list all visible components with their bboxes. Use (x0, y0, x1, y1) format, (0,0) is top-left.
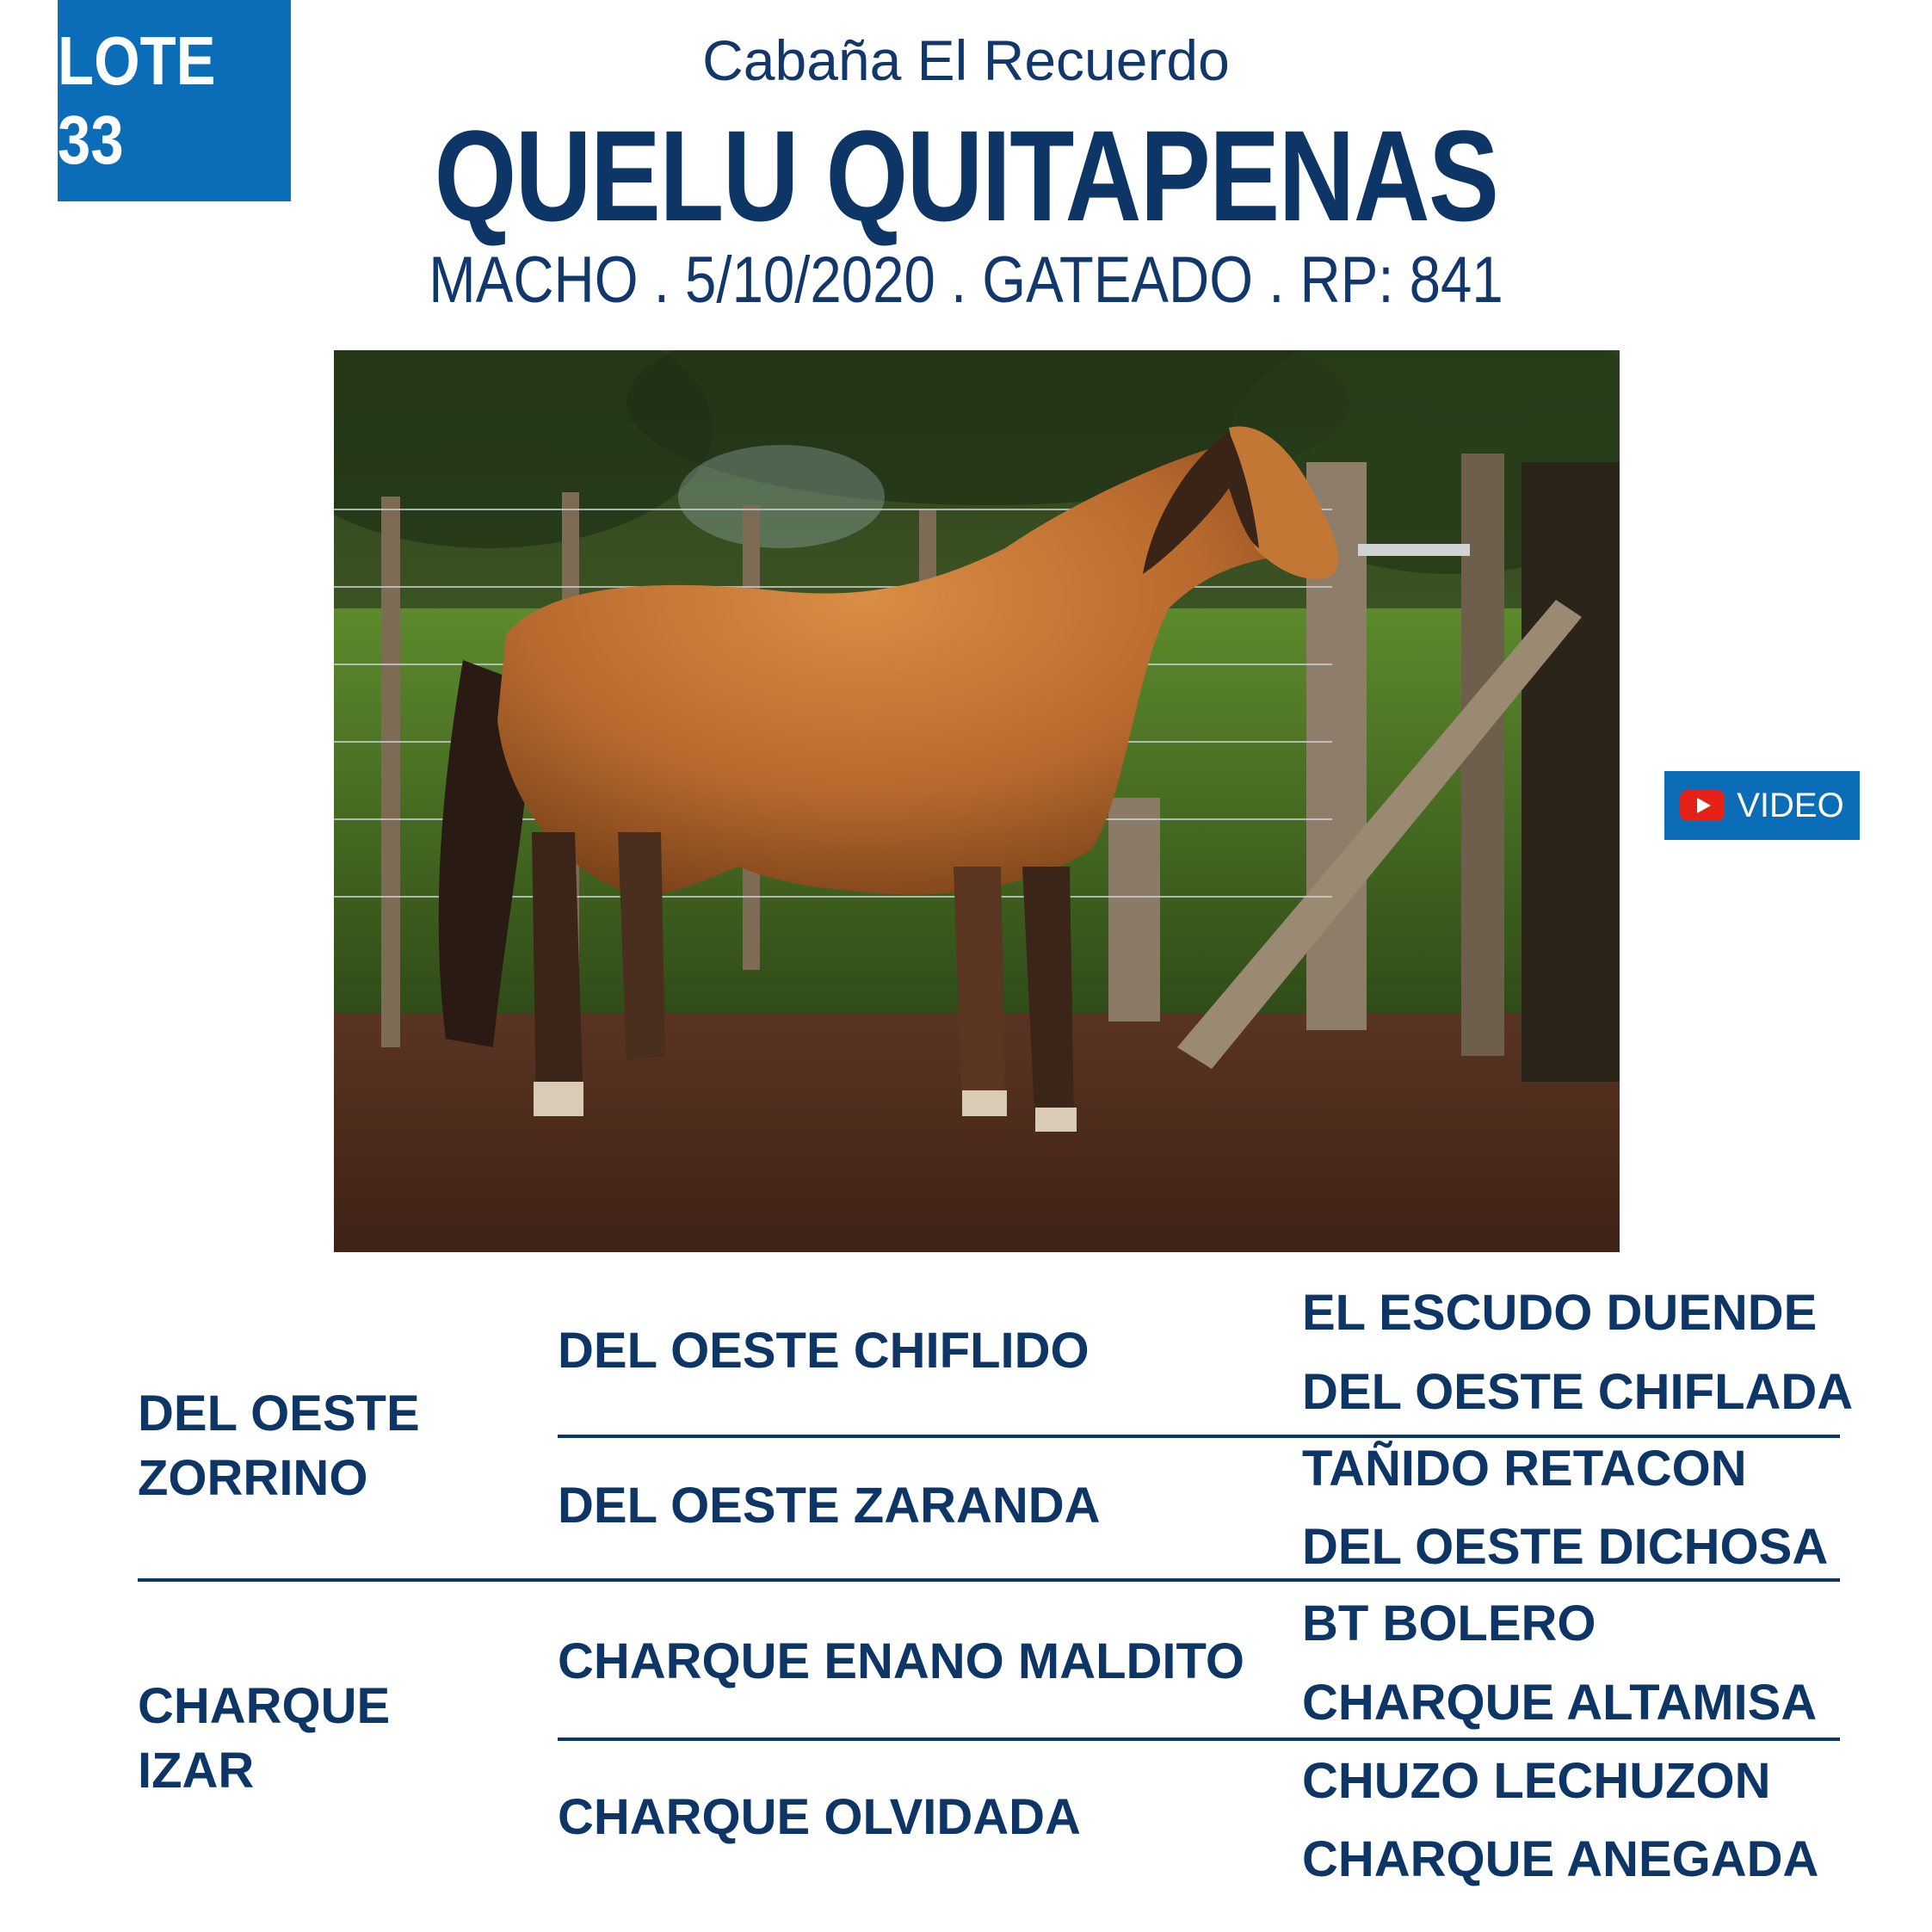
dam-sire: CHARQUE ENANO MALDITO (558, 1633, 1245, 1689)
divider (558, 1435, 1840, 1438)
dd-dam: CHARQUE ANEGADA (1302, 1831, 1819, 1887)
dam-dam: CHARQUE OLVIDADA (558, 1789, 1081, 1845)
ss-sire: EL ESCUDO DUENDE (1302, 1285, 1818, 1341)
sire-line2: ZORRINO (138, 1450, 368, 1506)
breeder-name: Cabaña El Recuerdo (702, 28, 1230, 92)
video-button[interactable] (1664, 771, 1860, 840)
dam-line2: IZAR (138, 1743, 255, 1799)
dd-sire: CHUZO LECHUZON (1302, 1753, 1771, 1809)
sire-dam: DEL OESTE ZARANDA (558, 1478, 1101, 1534)
divider (138, 1578, 1840, 1582)
sire-line1: DEL OESTE (138, 1386, 420, 1441)
youtube-play-icon (1680, 790, 1725, 821)
horse-photo (334, 350, 1620, 1252)
sd-sire: TAÑIDO RETACON (1302, 1441, 1747, 1497)
ds-sire: BT BOLERO (1302, 1596, 1596, 1651)
dam-line1: CHARQUE (138, 1678, 391, 1734)
video-label: VIDEO (1737, 786, 1844, 824)
divider (558, 1738, 1840, 1741)
sire (138, 1381, 420, 1510)
dam (138, 1674, 390, 1803)
horse-info: MACHO . 5/10/2020 . GATEADO . RP: 841 (429, 244, 1503, 317)
horse-name: QUELU QUITAPENAS (434, 103, 1498, 248)
sire-sire: DEL OESTE CHIFLIDO (558, 1323, 1089, 1379)
lot-number: LOTE 33 (58, 22, 216, 178)
ss-dam: DEL OESTE CHIFLADA (1302, 1364, 1854, 1420)
sd-dam: DEL OESTE DICHOSA (1302, 1519, 1829, 1575)
ds-dam: CHARQUE ALTAMISA (1302, 1675, 1818, 1731)
